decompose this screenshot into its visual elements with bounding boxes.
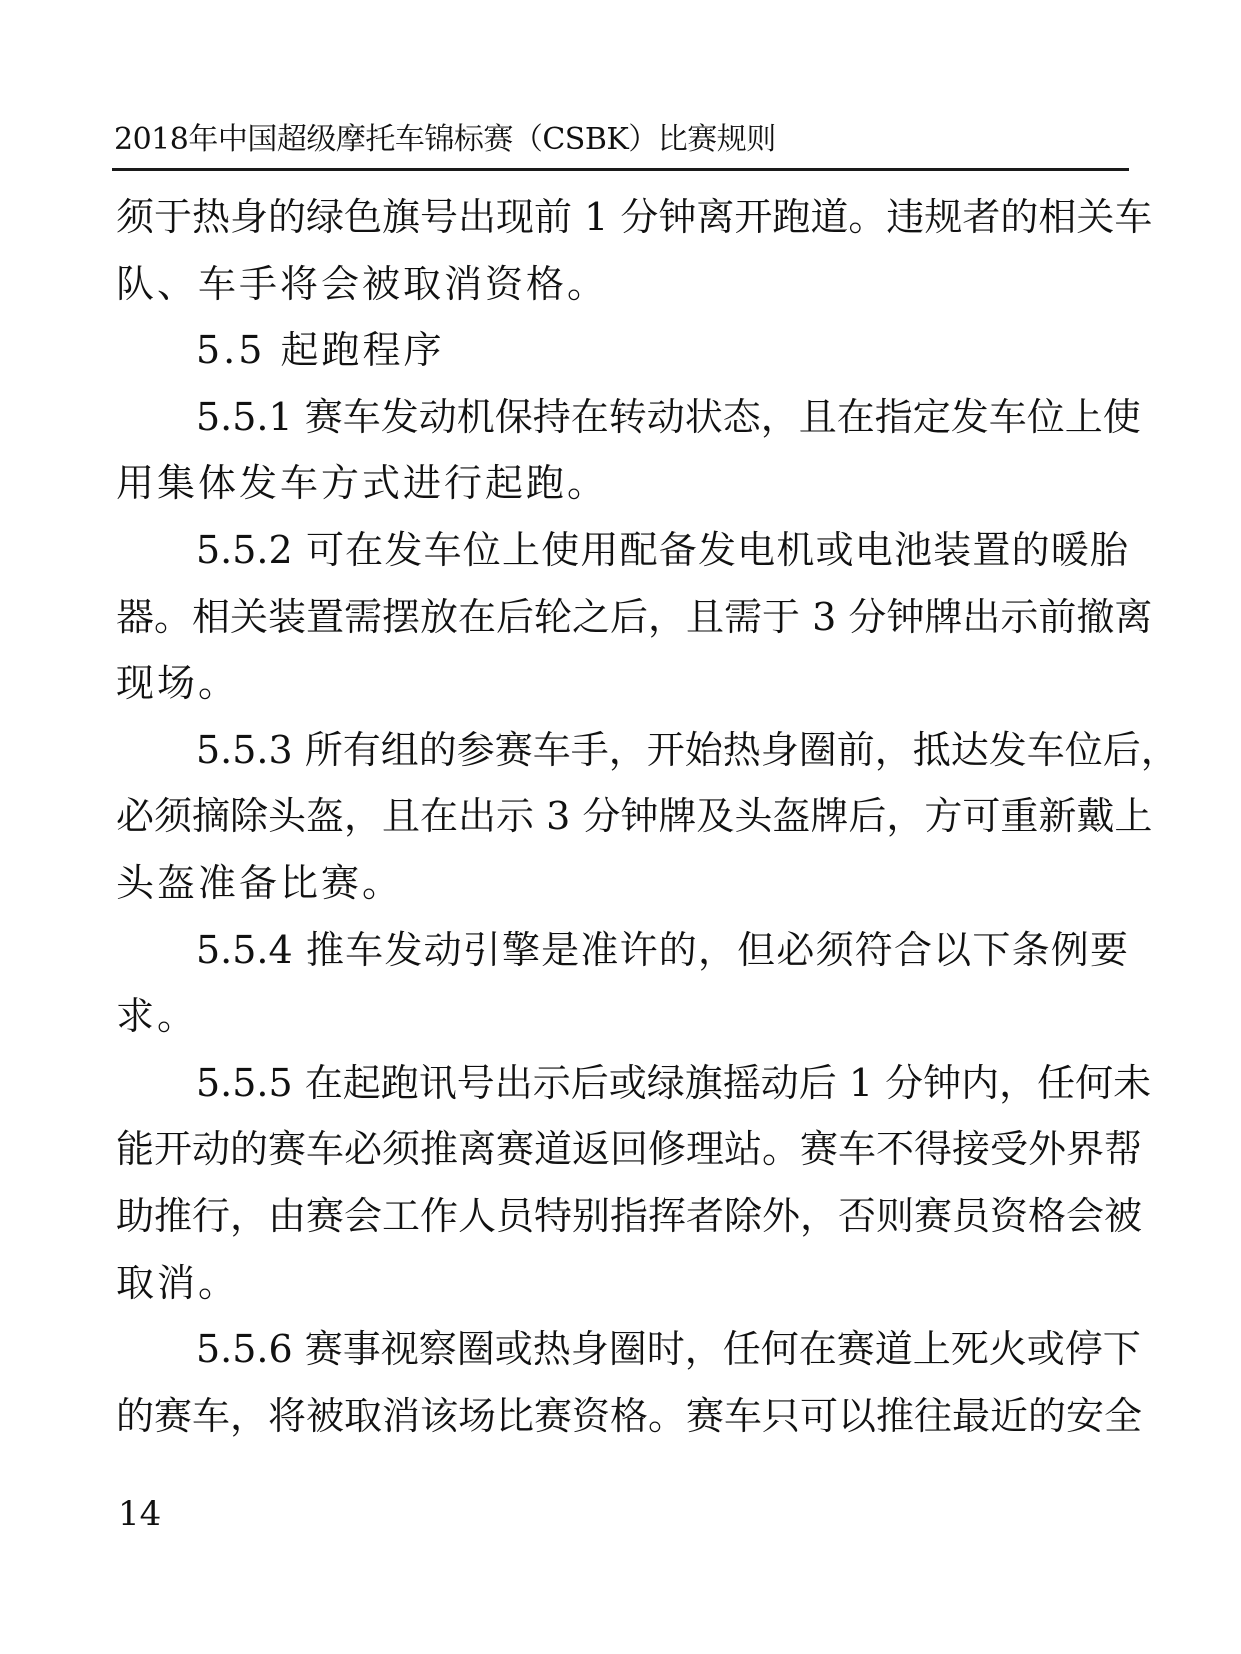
text-line: 器。相关装置需摆放在后轮之后，且需于 3 分钟牌出示前撤离 [116, 594, 1153, 639]
clause-5-5-4: 5.5.4 推车发动引擎是准许的，但必须符合以下条例要 [196, 927, 1128, 972]
body-text [116, 190, 1179, 1455]
clause-5-5-3: 5.5.3 所有组的参赛车手，开始热身圈前，抵达发车位后， [196, 727, 1179, 772]
text-line: 现场。 [116, 661, 240, 706]
clause-5-5-5: 5.5.5 在起跑讯号出示后或绿旗摇动后 1 分钟内，任何未 [196, 1060, 1152, 1105]
text-line: 须于热身的绿色旗号出现前 1 分钟离开跑道。违规者的相关车 [116, 195, 1153, 239]
header-rule [112, 168, 1129, 171]
page-number: 14 [118, 1494, 162, 1534]
clause-5-5-6: 5.5.6 赛事视察圈或热身圈时，任何在赛道上死火或停下 [196, 1327, 1141, 1372]
text-line: 头盔准备比赛。 [116, 860, 404, 905]
text-line: 能开动的赛车必须推离赛道返回修理站。赛车不得接受外界帮 [116, 1127, 1143, 1172]
clause-5-5-2: 5.5.2 可在发车位上使用配备发电机或电池装置的暖胎 [196, 527, 1128, 572]
text-line: 必须摘除头盔，且在出示 3 分钟牌及头盔牌后，方可重新戴上 [116, 794, 1153, 839]
clause-5-5-1: 5.5.1 赛车发动机保持在转动状态，且在指定发车位上使 [196, 394, 1141, 439]
text-line: 队、车手将会被取消资格。 [116, 261, 609, 306]
text-line: 用集体发车方式进行起跑。 [116, 461, 609, 506]
text-line: 助推行，由赛会工作人员特别指挥者除外，否则赛员资格会被 [116, 1193, 1143, 1238]
running-header: 2018年中国超级摩托车锦标赛（CSBK）比赛规则 [114, 122, 776, 157]
text-line: 取消。 [116, 1260, 240, 1305]
text-line: 求。 [116, 994, 199, 1039]
text-line: 的赛车，将被取消该场比赛资格。赛车只可以推往最近的安全 [116, 1393, 1143, 1438]
section-heading: 5.5 起跑程序 [196, 328, 445, 373]
